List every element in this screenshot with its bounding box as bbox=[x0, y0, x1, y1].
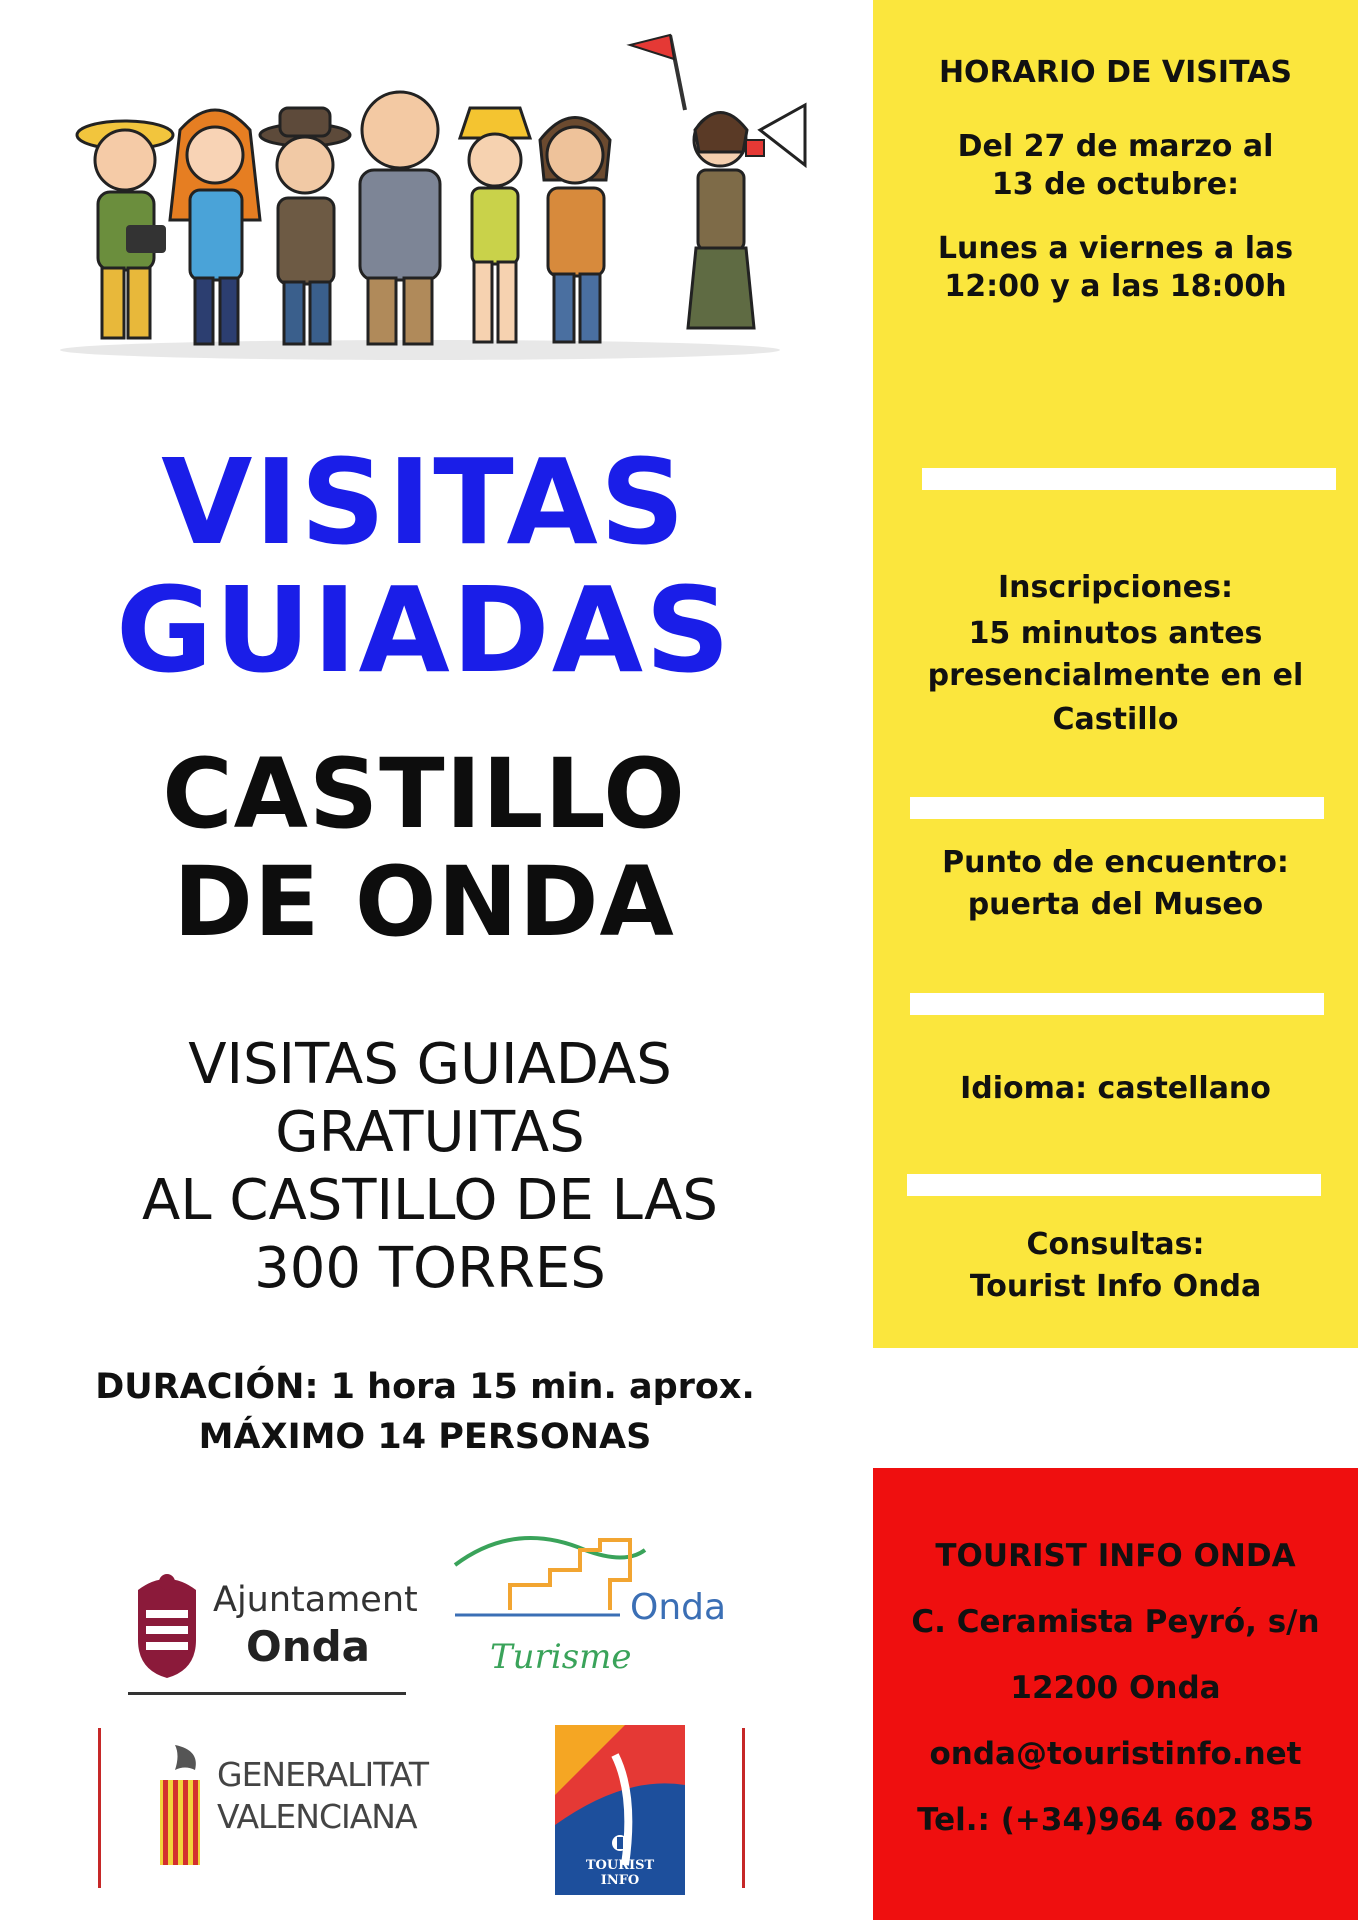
schedule-dates-line-2: 13 de octubre: bbox=[991, 167, 1240, 202]
ajuntament-label: Ajuntament bbox=[213, 1580, 418, 1620]
meeting-point-line-2: puerta del Museo bbox=[967, 887, 1264, 922]
contact-name: TOURIST INFO ONDA bbox=[935, 1538, 1296, 1574]
subtitle-line-2: GRATUITAS bbox=[275, 1100, 585, 1165]
schedule-dates-line-1: Del 27 de marzo al bbox=[957, 129, 1274, 164]
turisme-onda-logo bbox=[450, 1525, 750, 1690]
meeting-point-line-1: Punto de encuentro: bbox=[942, 845, 1289, 880]
max-people-text: MÁXIMO 14 PERSONAS bbox=[198, 1417, 652, 1457]
title-line-2: GUIADAS bbox=[115, 561, 733, 699]
ajuntament-underline bbox=[128, 1692, 406, 1695]
panel-divider-4 bbox=[907, 1174, 1321, 1196]
contact-phone[interactable]: Tel.: (+34)964 602 855 bbox=[917, 1802, 1314, 1838]
subtitle-line-4: 300 TORRES bbox=[254, 1236, 606, 1301]
generalitat-valenciana-logo bbox=[95, 1725, 429, 1890]
duration-text: DURACIÓN: 1 hora 15 min. aprox. bbox=[95, 1367, 755, 1407]
tourist-info-label-2: INFO bbox=[600, 1873, 640, 1888]
tourist-figure-2 bbox=[170, 110, 260, 344]
contact-email[interactable]: onda@touristinfo.net bbox=[929, 1736, 1302, 1772]
inquiries-line-2: Tourist Info Onda bbox=[969, 1269, 1262, 1304]
inquiries-line-1: Consultas: bbox=[1026, 1227, 1205, 1262]
registration-line-1: Inscripciones: bbox=[998, 570, 1233, 605]
valenciana-label: VALENCIANA bbox=[217, 1797, 417, 1836]
language-text: Idioma: castellano bbox=[960, 1071, 1271, 1106]
ajuntament-onda-label: Onda bbox=[246, 1622, 371, 1671]
panel-divider-2 bbox=[910, 797, 1324, 819]
subtitle-line-1: VISITAS GUIADAS bbox=[188, 1032, 672, 1097]
generalitat-label: GENERALITAT bbox=[217, 1755, 429, 1794]
tourist-info-logo bbox=[555, 1725, 700, 1895]
turisme-label: Turisme bbox=[490, 1637, 632, 1677]
location-line-2: DE ONDA bbox=[173, 846, 675, 958]
registration-line-3: presencialmente en el bbox=[927, 658, 1304, 693]
registration-line-2: 15 minutos antes bbox=[968, 616, 1263, 651]
turisme-onda-label: Onda bbox=[630, 1587, 727, 1628]
tourist-figure-3 bbox=[260, 108, 350, 344]
title-line-1: VISITAS bbox=[161, 433, 687, 571]
logo-divider-right bbox=[742, 1728, 745, 1888]
subtitle-line-3: AL CASTILLO DE LAS bbox=[142, 1168, 718, 1233]
panel-divider-1 bbox=[922, 468, 1336, 490]
panel-divider-3 bbox=[910, 993, 1324, 1015]
tourist-figure-1 bbox=[77, 121, 173, 338]
tourist-info-label-1: TOURIST bbox=[585, 1858, 655, 1873]
schedule-times-line-2: 12:00 y a las 18:00h bbox=[944, 269, 1287, 304]
tourist-figure-6 bbox=[540, 118, 610, 343]
ajuntament-onda-logo bbox=[128, 1560, 418, 1700]
schedule-heading: HORARIO DE VISITAS bbox=[938, 55, 1293, 90]
contact-city: 12200 Onda bbox=[1010, 1670, 1221, 1706]
onda-coat-of-arms-icon bbox=[128, 1570, 206, 1680]
location-line-1: CASTILLO bbox=[162, 738, 686, 850]
registration-line-4: Castillo bbox=[1052, 702, 1179, 737]
tourist-figure-5 bbox=[460, 108, 530, 342]
contact-address: C. Ceramista Peyró, s/n bbox=[911, 1604, 1320, 1640]
tour-group-illustration bbox=[30, 20, 830, 365]
schedule-times-line-1: Lunes a viernes a las bbox=[937, 231, 1294, 266]
tour-guide-figure bbox=[630, 35, 805, 328]
tourist-figure-4 bbox=[360, 92, 440, 344]
generalitat-emblem-icon bbox=[145, 1735, 215, 1885]
